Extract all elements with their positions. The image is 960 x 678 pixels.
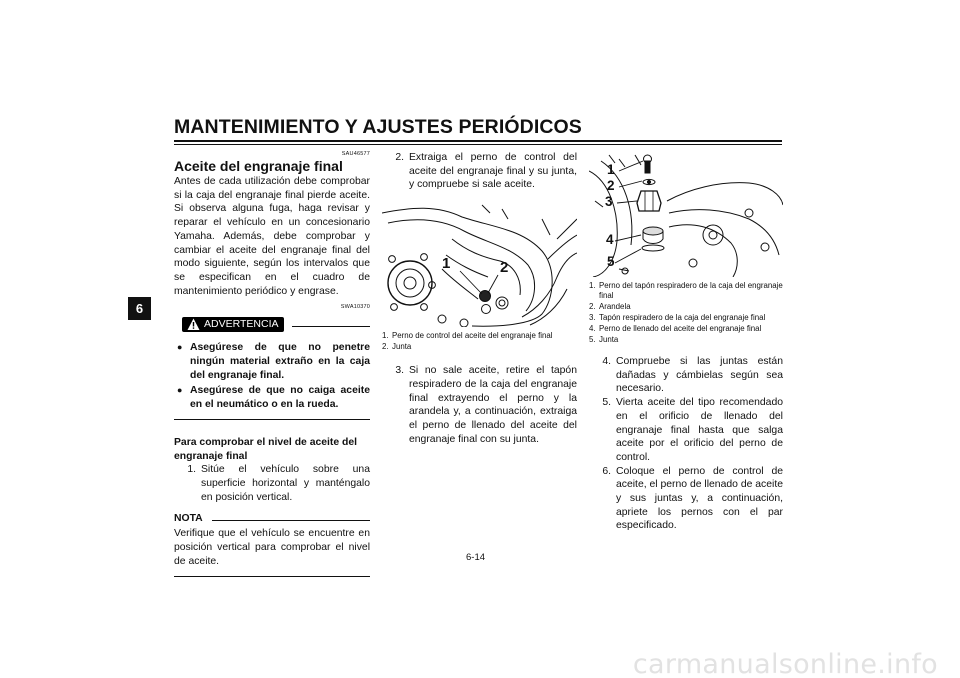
note-header	[174, 512, 370, 526]
figure-caption	[382, 342, 577, 352]
warning-code: SWA10370	[340, 304, 370, 311]
section-intro: Antes de cada utilización debe comprobar si la caja del engranaje final pierde aceite. Si observa alguna fuga, haga revisar y reparar el vehículo en un concesionario Yamaha. Además, debe comprobar y cambiar el aceite del engranaje final del modo siguiente, según los intervalos que se especifican en el cuadro de mantenimiento periódico y engrase.	[174, 176, 370, 297]
step-item	[382, 151, 577, 192]
column-middle	[382, 151, 577, 446]
figure-callout: 3	[605, 194, 613, 209]
caption-text: Perno de control del aceite del engranaje final	[392, 331, 553, 341]
figure-caption	[589, 324, 783, 334]
caption-text: Junta	[392, 342, 412, 352]
bullet-icon: ●	[177, 385, 183, 396]
caption-number: 2.	[382, 342, 389, 352]
breather-cap-and-filler-illustration	[589, 151, 783, 277]
figure-callout: 4	[606, 232, 614, 247]
caption-number: 3.	[589, 313, 596, 322]
section-title: Aceite del engranaje final	[174, 158, 343, 174]
figure-caption	[589, 281, 783, 301]
caption-text: Arandela	[599, 302, 631, 311]
note-text: Verifique que el vehículo se encuentre en posición vertical para comprobar el nivel de aceite.	[174, 528, 370, 567]
note-rule	[212, 520, 370, 521]
steps-right	[589, 355, 783, 533]
step-item	[382, 364, 577, 446]
figure-callout: 5	[607, 254, 615, 269]
step-number: 6.	[602, 465, 611, 477]
warning-item	[174, 384, 370, 411]
figure-callout: 1	[442, 255, 451, 273]
figure-callout: 2	[500, 259, 509, 277]
step-number: 5.	[602, 397, 611, 409]
figure-caption	[589, 302, 783, 312]
caption-number: 5.	[589, 335, 596, 344]
header-rule-thin	[174, 144, 782, 145]
caption-number: 4.	[589, 324, 596, 333]
step-text: Vierta aceite del tipo recomendado en el orificio de llenado del engranaje final hasta que salga aceite por el orificio del perno de control.	[616, 397, 783, 463]
page-number: 6-14	[466, 552, 486, 563]
warning-item-text: Asegúrese de que no penetre ningún material extraño en la caja del engranaje final.	[190, 342, 370, 381]
caption-number: 1.	[589, 281, 596, 290]
figure-callout: 1	[607, 162, 615, 177]
warning-rule	[292, 326, 370, 327]
step-text: Compruebe si las juntas están dañadas y cámbielas según sea necesario.	[616, 356, 783, 395]
column-left	[174, 151, 370, 577]
watermark: carmanualsonline.info	[632, 649, 938, 678]
caption-text: Tapón respiradero de la caja del engranaje final	[599, 313, 766, 322]
caption-number: 1.	[382, 331, 389, 341]
step-number: 1.	[187, 464, 196, 476]
page-header-title: MANTENIMIENTO Y AJUSTES PERIÓDICOS	[174, 116, 582, 138]
caption-text: Perno de llenado del aceite del engranaje final	[599, 324, 762, 333]
warning-triangle-icon	[187, 318, 200, 331]
check-heading: Para comprobar el nivel de aceite del engranaje final	[174, 436, 358, 462]
step-item	[589, 396, 783, 465]
caption-text: Perno del tapón respiradero de la caja del engranaje final	[599, 281, 783, 300]
step-number: 2.	[395, 152, 404, 163]
figure-caption	[589, 313, 783, 323]
step-text: Sitúe el vehículo sobre una superficie horizontal y manténgalo en posición vertical.	[201, 464, 370, 503]
caption-text: Junta	[599, 335, 619, 344]
section-code: SAU46577	[341, 151, 370, 157]
step-text: Extraiga el perno de control del aceite del engranaje final y su junta, y compruebe si sale aceite.	[409, 152, 577, 191]
warning-item	[174, 341, 370, 382]
warning-end-rule	[174, 419, 370, 420]
step-text: Si no sale aceite, retire el tapón respiradero de la caja del engranaje final extrayendo el perno y la arandela y, a continuación, extraiga el perno de llenado del aceite del engranaje final con su junta.	[409, 365, 577, 445]
header-rule	[174, 140, 782, 142]
step-text: Coloque el perno de control de aceite, el perno de llenado de aceite y sus juntas y, a continuación, apriete los pernos con el par especificado.	[616, 465, 783, 532]
step-item	[589, 465, 783, 534]
step-number: 4.	[602, 356, 611, 367]
figure-caption	[382, 331, 577, 341]
caption-number: 2.	[589, 302, 596, 311]
step-item	[589, 355, 783, 396]
warning-label: ADVERTENCIA	[204, 318, 279, 331]
warning-header	[174, 317, 370, 335]
figure-oil-check-bolt	[382, 199, 577, 327]
note-label: NOTA	[174, 513, 203, 525]
warning-list	[174, 341, 370, 412]
chapter-tab: 6	[128, 297, 151, 320]
warning-item-text: Asegúrese de que no caiga aceite en el neumático o en la rueda.	[190, 385, 370, 411]
bullet-icon: ●	[177, 342, 183, 353]
figure-caption-list	[382, 331, 577, 352]
step-number: 3.	[395, 365, 404, 377]
figure-callout: 2	[607, 178, 615, 193]
column-right	[589, 151, 783, 533]
figure-breather-and-filler	[589, 151, 784, 277]
warning-badge	[182, 317, 284, 332]
step-item	[174, 463, 370, 504]
note-end-rule	[174, 576, 370, 577]
figure-caption	[589, 335, 783, 345]
final-gear-housing-illustration	[382, 199, 577, 327]
figure-caption-list	[589, 281, 783, 345]
